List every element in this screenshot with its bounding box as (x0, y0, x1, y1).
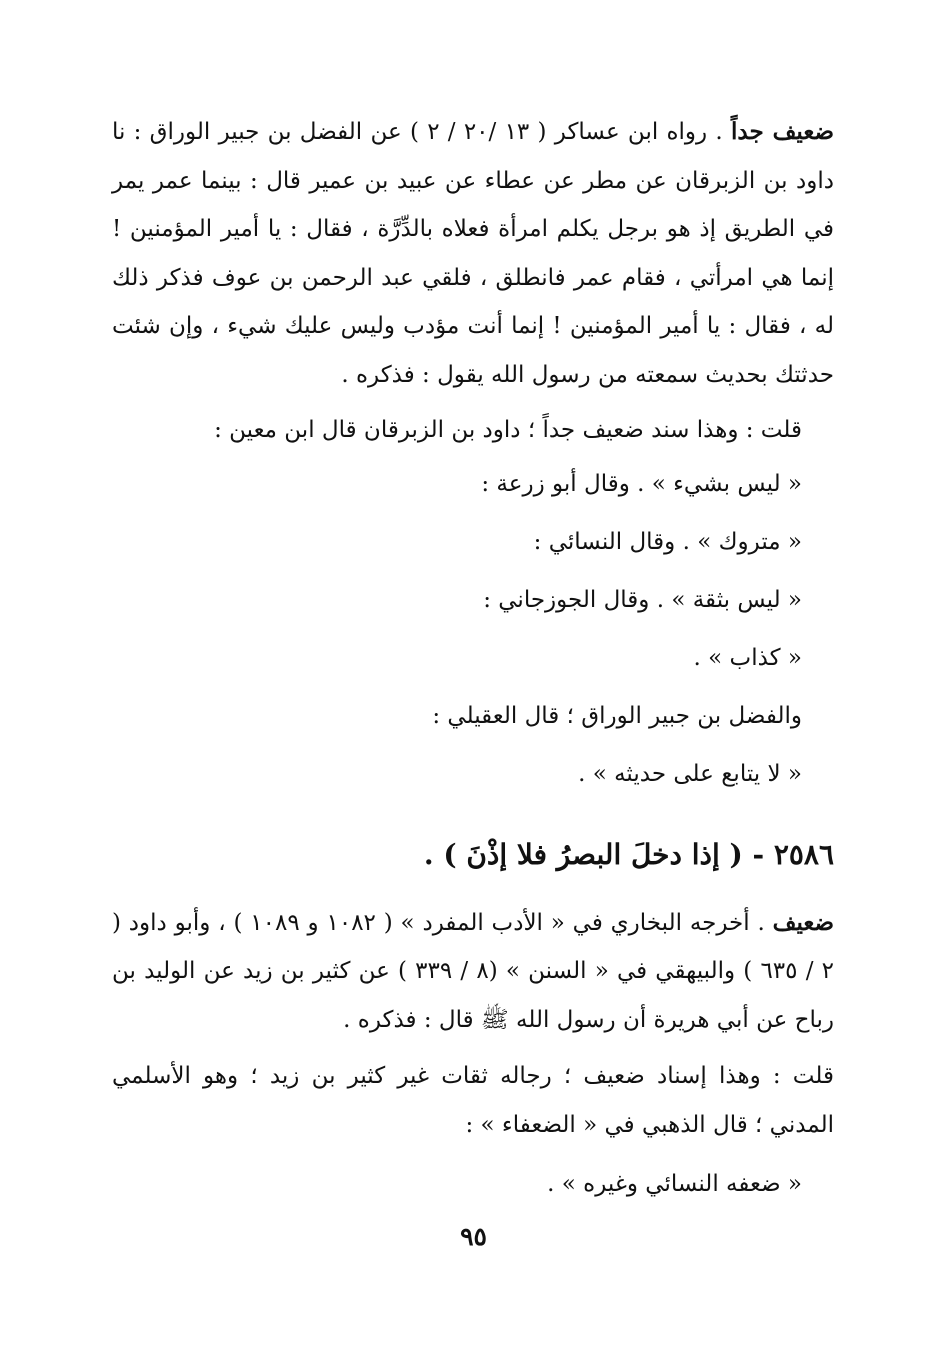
hadith-heading: ٢٥٨٦ - ( إذا دخلَ البصرُ فلا إذْنَ ) . (423, 837, 834, 871)
quote-line-3: « ليس بثقة » . وقال الجوزجاني : (483, 586, 802, 613)
quote-line-4: « كذاب » . (693, 644, 802, 671)
paragraph-1 (112, 108, 834, 399)
quote-line-2: « متروك » . وقال النسائي : (533, 528, 802, 555)
paragraph-4 (112, 899, 834, 1045)
grading-label-2: ضعيف (772, 908, 835, 936)
quote-line-1: « ليس بشيء » . وقال أبو زرعة : (481, 470, 802, 497)
paragraph-1-text: . رواه ابن عساكر ( ١٣ /٢٠ / ٢ ) عن الفضل بن جبير الوراق : نا داود بن الزبرقان عن مطر عن عطاء عن عبيد بن عمير قال : بينما عمر يمر في الطريق إذ هو برجل يكلم امرأة فعلاه بالدِّرَّة ، فقال : يا أمير المؤمنين ! إنما هي امرأتي ، فقام عمر فانطلق ، فلقي عبد الرحمن بن عوف فذكر ذلك له ، فقال : يا أمير المؤمنين ! إنما أنت مؤدب وليس عليك شيء ، وإن شئت حدثتك بحديث سمعته من رسول الله يقول : فذكره . (112, 119, 834, 388)
quote-line-6: « ضعفه النسائي وغيره » . (547, 1171, 802, 1197)
paragraph-5-text: قلت : وهذا إسناد ضعيف ؛ رجاله ثقات غير كثير بن زيد ؛ وهو الأسلمي المدني ؛ قال الذهبي في « الضعفاء » : (112, 1063, 834, 1138)
paragraph-2: قلت : وهذا سند ضعيف جداً ؛ داود بن الزبرقان قال ابن معين : (214, 417, 802, 443)
quote-line-5: « لا يتابع على حديثه » . (578, 760, 802, 787)
grading-label: ضعيف جداً (730, 118, 834, 145)
page-body (112, 108, 834, 1213)
page-number: ٩٥ (460, 1222, 487, 1251)
paragraph-5 (112, 1052, 834, 1149)
paragraph-4-text: . أخرجه البخاري في « الأدب المفرد » ( ١٠٨٢ و ١٠٨٩ ) ، وأبو داود ( ٢ / ٦٣٥ ) والبيهقي في « السنن » (٨ / ٣٣٩ ) عن كثير بن زيد عن الوليد بن رباح عن أبي هريرة أن رسول الله ﷺ قال : فذكره . (112, 909, 834, 1033)
paragraph-3: والفضل بن جبير الوراق ؛ قال العقيلي : (432, 702, 802, 729)
